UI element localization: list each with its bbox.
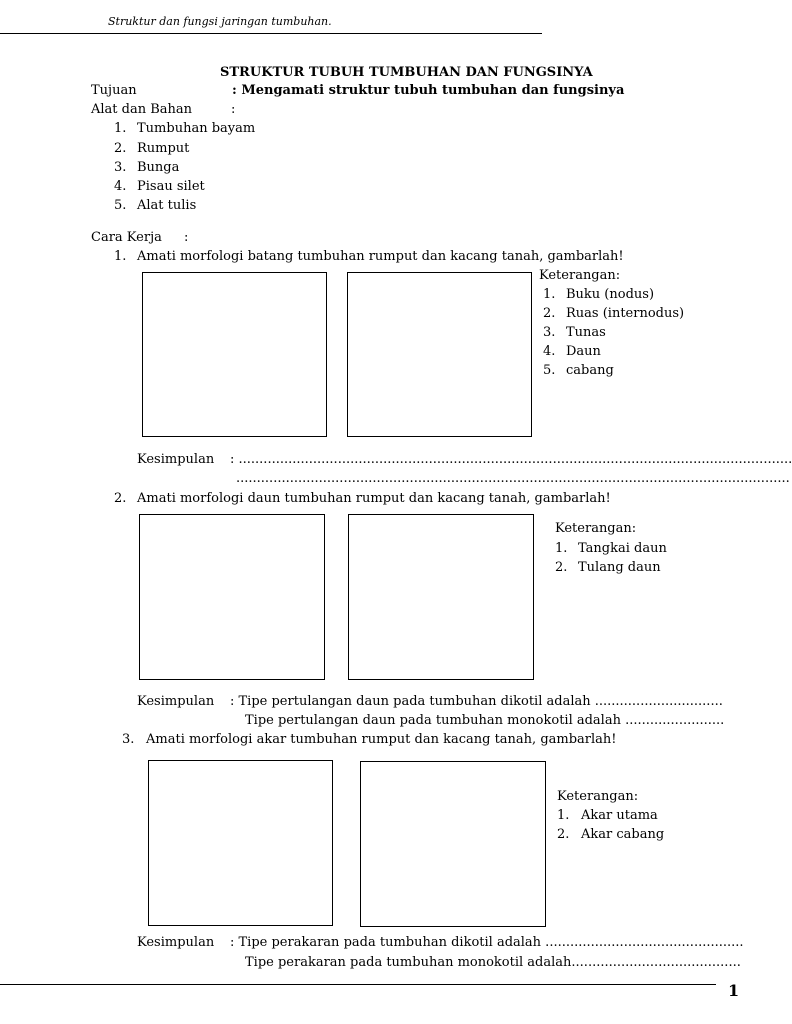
step3-drawing-box-peanut[interactable] (360, 761, 546, 927)
step2-ket-item: Tulang daun (578, 560, 661, 575)
alat-num: 5. (114, 198, 127, 213)
step2-ket-num: 2. (555, 560, 568, 575)
step1-ket-item: cabang (566, 363, 614, 378)
footer-rule (0, 984, 716, 985)
tujuan-value: : Mengamati struktur tubuh tumbuhan dan fungsinya (232, 83, 625, 98)
alat-item: Pisau silet (137, 179, 205, 194)
step1-drawing-box-peanut[interactable] (347, 272, 532, 437)
step2-ket-item: Tangkai daun (578, 541, 667, 556)
step3-ket-num: 2. (557, 827, 570, 842)
step1-drawing-box-grass[interactable] (142, 272, 327, 437)
cara-label: Cara Kerja (91, 230, 162, 245)
step3-ket-item: Akar utama (581, 808, 658, 823)
step1-ket-num: 5. (543, 363, 556, 378)
step2-keterangan-title: Keterangan: (555, 521, 637, 536)
alat-item: Tumbuhan bayam (137, 121, 256, 136)
step2-drawing-box-grass[interactable] (139, 514, 325, 680)
step3-drawing-box-grass[interactable] (148, 760, 333, 926)
step3-kesimpulan-label: Kesimpulan (137, 935, 215, 950)
step2-drawing-box-peanut[interactable] (348, 514, 534, 680)
step3-ket-num: 1. (557, 808, 570, 823)
step2-ket-num: 1. (555, 541, 568, 556)
alat-num: 1. (114, 121, 127, 136)
step2-kesimpulan-monokotil[interactable]: Tipe pertulangan daun pada tumbuhan monokotil adalah ........................ (245, 713, 725, 728)
step2-instruction: Amati morfologi daun tumbuhan rumput dan kacang tanah, gambarlah! (137, 491, 611, 506)
alat-num: 3. (114, 160, 127, 175)
header-rule (0, 33, 542, 34)
step1-ket-num: 3. (543, 325, 556, 340)
alat-item: Alat tulis (137, 198, 197, 213)
step2-kesimpulan-dikotil[interactable]: : Tipe pertulangan daun pada tumbuhan dikotil adalah ............................... (230, 694, 723, 709)
step1-ket-num: 2. (543, 306, 556, 321)
step3-number: 3. (122, 732, 135, 747)
step3-instruction: Amati morfologi akar tumbuhan rumput dan kacang tanah, gambarlah! (146, 732, 617, 747)
step1-ket-item: Daun (566, 344, 601, 359)
step1-ket-item: Tunas (566, 325, 606, 340)
running-header: Struktur dan fungsi jaringan tumbuhan. (108, 15, 332, 28)
step1-ket-num: 4. (543, 344, 556, 359)
alat-label: Alat dan Bahan (91, 102, 193, 117)
step3-kesimpulan-dikotil[interactable]: : Tipe perakaran pada tumbuhan dikotil adalah ................................................ (230, 935, 744, 950)
step2-kesimpulan-label: Kesimpulan (137, 694, 215, 709)
step3-kesimpulan-monokotil[interactable]: Tipe perakaran pada tumbuhan monokotil adalah......................................... (245, 955, 741, 970)
tujuan-label: Tujuan (91, 83, 137, 98)
step1-ket-num: 1. (543, 287, 556, 302)
alat-num: 2. (114, 141, 127, 156)
step3-ket-item: Akar cabang (581, 827, 665, 842)
page-number: 1 (728, 981, 740, 1000)
step1-kesimpulan-line[interactable]: ...................................................................................................................................... (236, 471, 790, 486)
cara-colon: : (184, 230, 189, 245)
step3-keterangan-title: Keterangan: (557, 789, 639, 804)
step1-ket-item: Buku (nodus) (566, 287, 655, 302)
alat-colon: : (231, 102, 236, 117)
step1-instruction: Amati morfologi batang tumbuhan rumput dan kacang tanah, gambarlah! (137, 249, 624, 264)
step1-ket-item: Ruas (internodus) (566, 306, 685, 321)
page-title: STRUKTUR TUBUH TUMBUHAN DAN FUNGSINYA (220, 65, 593, 80)
alat-item: Rumput (137, 141, 190, 156)
step1-number: 1. (114, 249, 127, 264)
step1-keterangan-title: Keterangan: (539, 268, 621, 283)
step2-number: 2. (114, 491, 127, 506)
step1-kesimpulan-line[interactable]: : ...................................................................................................................................... (230, 452, 792, 467)
step1-kesimpulan-label: Kesimpulan (137, 452, 215, 467)
alat-num: 4. (114, 179, 127, 194)
alat-item: Bunga (137, 160, 180, 175)
